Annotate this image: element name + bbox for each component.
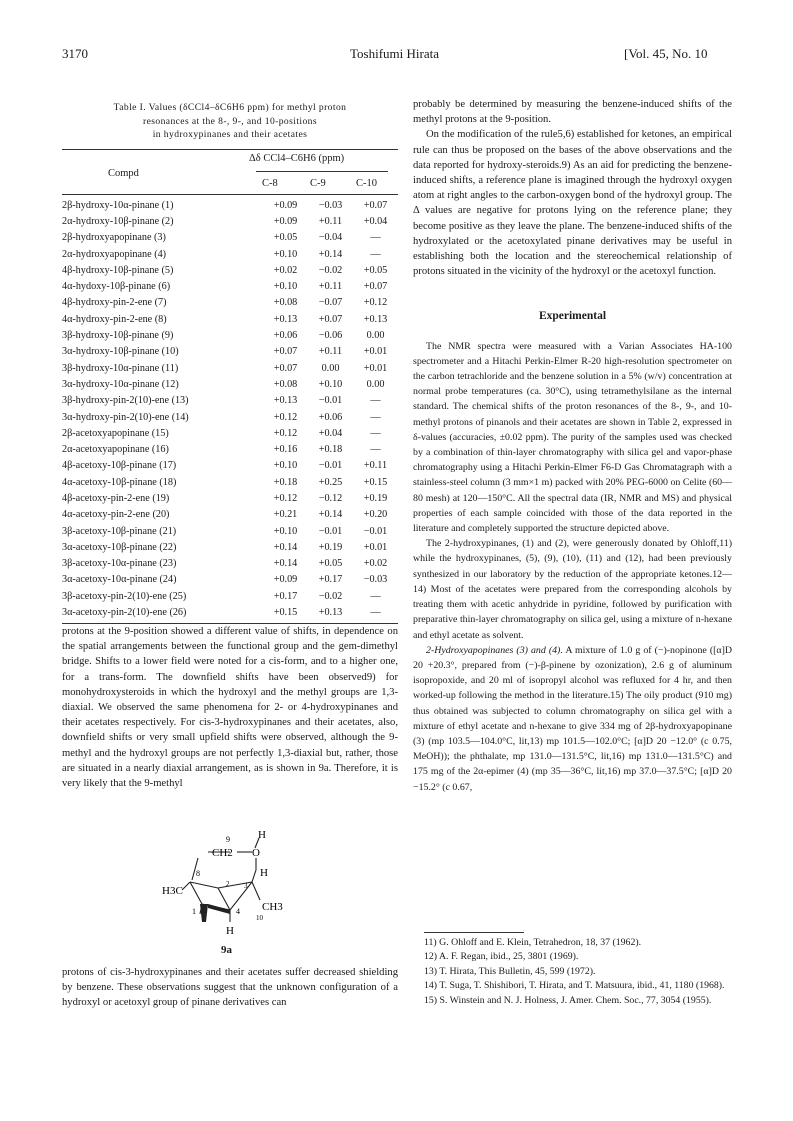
c9-cell: +0.25 bbox=[318, 476, 343, 488]
table-row bbox=[62, 490, 398, 506]
table-row bbox=[62, 393, 398, 409]
table-row bbox=[62, 441, 398, 457]
c8-cell: +0.09 bbox=[273, 215, 298, 227]
table-subheader-rule bbox=[256, 171, 388, 172]
atom-h-bottom: H bbox=[226, 925, 234, 937]
table-row bbox=[62, 572, 398, 588]
section-title: Experimental bbox=[538, 310, 607, 323]
c8-cell: +0.05 bbox=[273, 232, 298, 244]
compound-cell: 2α-acetoxyapopinane (16) bbox=[62, 444, 169, 456]
c8-cell: +0.09 bbox=[273, 574, 298, 586]
c9-cell: +0.10 bbox=[318, 378, 343, 390]
table-row bbox=[62, 425, 398, 441]
c9-cell: +0.14 bbox=[318, 509, 343, 521]
c10-cell: +0.01 bbox=[363, 346, 388, 358]
c9-cell: −0.07 bbox=[318, 297, 343, 309]
c8-cell: +0.12 bbox=[273, 427, 298, 439]
compound-cell: 4β-acetoxy-pin-2-ene (19) bbox=[62, 492, 170, 504]
compound-cell: 3α-acetoxy-10β-pinane (22) bbox=[62, 541, 177, 553]
c10-cell: −0.03 bbox=[363, 574, 388, 586]
footnote: 15) S. Winstein and N. J. Holness, J. Amer. Chem. Soc., 77, 3054 (1955). bbox=[424, 994, 712, 1006]
chemical-structure bbox=[160, 830, 300, 970]
compound-cell: 4β-acetoxy-10β-pinane (17) bbox=[62, 460, 177, 472]
compound-cell: 2α-hydroxyapopinane (4) bbox=[62, 248, 167, 260]
c8-cell: +0.07 bbox=[273, 346, 298, 358]
c10-cell: — bbox=[370, 411, 381, 423]
left-body-text-continued bbox=[62, 965, 398, 1011]
c10-cell: +0.07 bbox=[363, 281, 388, 293]
footnote-rule bbox=[424, 932, 524, 933]
table-row bbox=[62, 278, 398, 294]
paragraph: The 2-hydroxypinanes, (1) and (2), were generously donated by Ohloff,11) while the hydroxypinanes, (5), (9), (10), (11) and (12), had been previously synthesized in our laboratory by the reduction of the appropriate ketones.12—14) Most of the acetates were prepared from the corresponding alcohols by treating them with acetic anhydride in pyridine, followed by purification with preparative thin-layer chromatography on silica gel, using a mixture of n-hexane and ethyl acetate as solvent. bbox=[413, 538, 732, 641]
c8-cell: +0.10 bbox=[273, 248, 298, 260]
table-row bbox=[62, 246, 398, 262]
bond bbox=[252, 882, 260, 900]
c10-cell: +0.05 bbox=[363, 264, 388, 276]
paragraph-body: A mixture of 1.0 g of (−)-nopinone ([α]D 20 +20.3°, prepared from (−)-β-pinene by ozonization), 2.6 g of aluminum isopropoxide, and 20 ml of isopropyl alcohol was refluxed for 4 hr, and then worked-up following the method in the literature.15) The oily product (910 mg) thus obtained was subjected to column chromatography on silica gel with a mixture of ethyl acetate and n-hexane to give 334 mg of 2β-hydroxyapopinane (3) (mp 103.5—104.0°C, lit,13) mp 101.5—102.0°C; [α]D 20 −12.0° (c 0.75, MeOH)); the phthalate, mp 131.0—131.5°C, lit,16) mp 131.0—131.5°C) and 175 mg of the 2α-epimer (4) (mp 35—36°C, lit,16) mp 37.0—37.5°C; [α]D 20 −15.2° (c 0.67, bbox=[413, 644, 732, 793]
c10-cell: +0.07 bbox=[363, 199, 388, 211]
atom-ch2: CH2 bbox=[212, 847, 233, 859]
table-row bbox=[62, 474, 398, 490]
atom-number-3: 3 bbox=[244, 882, 248, 890]
c8-cell: +0.10 bbox=[273, 281, 298, 293]
atom-number-10: 10 bbox=[256, 914, 263, 922]
c10-cell: +0.04 bbox=[363, 215, 388, 227]
c8-cell: +0.15 bbox=[273, 607, 298, 619]
footnote: 13) T. Hirata, This Bulletin, 45, 599 (1972). bbox=[424, 965, 596, 977]
table-row bbox=[62, 213, 398, 229]
c9-cell: −0.03 bbox=[318, 199, 343, 211]
c8-cell: +0.10 bbox=[273, 460, 298, 472]
c8-cell: +0.12 bbox=[273, 411, 298, 423]
table-row bbox=[62, 523, 398, 539]
c10-cell: +0.15 bbox=[363, 476, 388, 488]
table-row bbox=[62, 295, 398, 311]
paragraph-heading: 2-Hydroxyapopinanes (3) and (4). bbox=[426, 644, 563, 656]
table-row bbox=[62, 360, 398, 376]
table-row bbox=[62, 327, 398, 343]
table-row bbox=[62, 458, 398, 474]
compound-cell: 2β-acetoxyapopinane (15) bbox=[62, 427, 169, 439]
c8-cell: +0.17 bbox=[273, 590, 298, 602]
table-col-c9: C-9 bbox=[310, 178, 326, 189]
table-row bbox=[62, 344, 398, 360]
c9-cell: −0.12 bbox=[318, 492, 343, 504]
c9-cell: +0.06 bbox=[318, 411, 343, 423]
c9-cell: +0.04 bbox=[318, 427, 343, 439]
c8-cell: +0.10 bbox=[273, 525, 298, 537]
c9-cell: 0.00 bbox=[321, 362, 340, 374]
compound-cell: 3α-hydroxy-10β-pinane (10) bbox=[62, 346, 179, 358]
compound-cell: 3β-hydroxy-10α-pinane (11) bbox=[62, 362, 179, 374]
footnote: 14) T. Suga, T. Shishibori, T. Hirata, and T. Matsuura, ibid., 41, 1180 (1968). bbox=[424, 980, 725, 992]
c8-cell: +0.16 bbox=[273, 444, 298, 456]
table-row bbox=[62, 539, 398, 555]
paragraph: On the modification of the rule5,6) established for ketones, an empirical rule can thus be proposed on the bases of the above observations and the data reported for hydroxy-steroids.9) As an aid for predicting the benzene-induced shifts, a reference plane is imagined through the hydroxyl oxygen atom at right angles to the carbon-oxygen bond of the hydroxyl group. The Δ values are negative for protons lying on the reference plane; they become positive as they leave the plane. The benzene-induced shifts of the hydroxylated or the acetoxylated pinane derivatives may be useful in establishing both the location and the stereochemical relationship of protons situated in the vicinity of the hydroxyl or the acetoxyl function. bbox=[413, 129, 732, 278]
c9-cell: +0.05 bbox=[318, 558, 343, 570]
c8-cell: +0.07 bbox=[273, 362, 298, 374]
c10-cell: — bbox=[370, 607, 381, 619]
c10-cell: +0.20 bbox=[363, 509, 388, 521]
c8-cell: +0.18 bbox=[273, 476, 298, 488]
c9-cell: −0.01 bbox=[318, 460, 343, 472]
footnotes bbox=[424, 936, 734, 1008]
c8-cell: +0.09 bbox=[273, 199, 298, 211]
c9-cell: +0.14 bbox=[318, 248, 343, 260]
compound-cell: 4β-hydroxy-10β-pinane (5) bbox=[62, 264, 174, 276]
c10-cell: — bbox=[370, 444, 381, 456]
compound-cell: 3β-hydroxy-pin-2(10)-ene (13) bbox=[62, 395, 189, 407]
ring-bond bbox=[190, 882, 252, 910]
footnote: 11) G. Ohloff and E. Klein, Tetrahedron, 18, 37 (1962). bbox=[424, 937, 642, 948]
ring-bond bbox=[218, 888, 230, 910]
table-row bbox=[62, 230, 398, 246]
c8-cell: +0.13 bbox=[273, 395, 298, 407]
c8-cell: +0.14 bbox=[273, 541, 298, 553]
c9-cell: +0.11 bbox=[318, 281, 343, 293]
c10-cell: 0.00 bbox=[366, 330, 385, 342]
compound-cell: 3β-hydroxy-10β-pinane (9) bbox=[62, 330, 174, 342]
compound-cell: 4α-hydroxy-pin-2-ene (8) bbox=[62, 313, 167, 325]
atom-h3c: H3C bbox=[162, 885, 183, 897]
c8-cell: +0.14 bbox=[273, 558, 298, 570]
c9-cell: +0.13 bbox=[318, 607, 343, 619]
c10-cell: −0.01 bbox=[363, 525, 388, 537]
table-caption bbox=[62, 101, 398, 142]
table-header-rule bbox=[62, 194, 398, 195]
atom-number-8: 8 bbox=[196, 869, 200, 878]
c10-cell: +0.01 bbox=[363, 541, 388, 553]
caption-line-3: in hydroxypinanes and their acetates bbox=[152, 129, 308, 140]
c8-cell: +0.13 bbox=[273, 313, 298, 325]
c9-cell: +0.17 bbox=[318, 574, 343, 586]
page-number: 3170 bbox=[62, 46, 88, 61]
wedge-bond bbox=[200, 904, 208, 922]
table-row bbox=[62, 197, 398, 213]
compound-cell: 4α-acetoxy-pin-2-ene (20) bbox=[62, 509, 170, 521]
atom-number-1: 1 bbox=[192, 907, 196, 916]
right-column bbox=[413, 97, 732, 795]
compound-cell: 3β-acetoxy-10α-pinane (23) bbox=[62, 558, 177, 570]
c10-cell: +0.19 bbox=[363, 492, 388, 504]
table-row bbox=[62, 409, 398, 425]
c10-cell: — bbox=[370, 590, 381, 602]
table-col-c8: C-8 bbox=[262, 178, 278, 189]
compound-cell: 2β-hydroxyapopinane (3) bbox=[62, 232, 166, 244]
c9-cell: −0.06 bbox=[318, 330, 343, 342]
atom-oxygen: O bbox=[252, 847, 260, 859]
atom-h-top: H bbox=[258, 830, 266, 841]
left-paragraph: protons of cis-3-hydroxypinanes and their acetates suffer decreased shielding by benzene. These observations suggest that the unknown configuration of a hydroxyl or acetoxyl group of pinane derivatives can bbox=[62, 967, 398, 1009]
compound-cell: 3α-acetoxy-pin-2(10)-ene (26) bbox=[62, 607, 187, 619]
compound-cell: 4β-hydroxy-pin-2-ene (7) bbox=[62, 297, 167, 309]
c10-cell: +0.12 bbox=[363, 297, 388, 309]
c9-cell: −0.01 bbox=[318, 395, 343, 407]
atom-number-2: 2 bbox=[226, 880, 230, 888]
left-paragraph: protons at the 9-position showed a different value of shifts, in dependence on the spatial arrangements between the functional group and the gem-dimethyl bridge. Shifts to a lower field were noted for a cis-form, and to a higher one, for a trans-form. The downfield shifts have been observed9) for monohydroxysteroids in which the hydroxyl and the methyl groups are 1,3-diaxial. We observed the same phenomena for 2- or 4-hydroxypinanes and their acetates respectively. For cis-3-hydroxypinanes and their acetates, also, downfield shifts or very small upfield shifts were observed, although the 9-methyl and the hydroxyl groups are not perfectly 1,3-diaxial but, rather, those are situated in a nearly diaxial arrangement, as is shown in 9a. Therefore, it is very likely that the 9-methyl bbox=[62, 626, 398, 790]
footnote: 12) A. F. Regan, ibid., 25, 3801 (1969). bbox=[424, 951, 579, 963]
journal-volume: [Vol. 45, No. 10 bbox=[624, 46, 708, 61]
c10-cell: — bbox=[370, 232, 381, 244]
c10-cell: — bbox=[370, 248, 381, 260]
c9-cell: +0.07 bbox=[318, 313, 343, 325]
left-body-text bbox=[62, 624, 398, 791]
table-row bbox=[62, 376, 398, 392]
c10-cell: +0.02 bbox=[363, 558, 388, 570]
c8-cell: +0.06 bbox=[273, 330, 298, 342]
c8-cell: +0.12 bbox=[273, 492, 298, 504]
c8-cell: +0.21 bbox=[273, 509, 298, 521]
compound-cell: 3α-hydroxy-pin-2(10)-ene (14) bbox=[62, 411, 189, 423]
c10-cell: +0.01 bbox=[363, 362, 388, 374]
running-author: Toshifumi Hirata bbox=[350, 46, 439, 61]
table-row bbox=[62, 507, 398, 523]
data-table bbox=[62, 197, 398, 621]
caption-line-2: resonances at the 8-, 9-, and 10-positions bbox=[143, 115, 317, 127]
compound-cell: 2α-hydroxy-10β-pinane (2) bbox=[62, 215, 174, 227]
table-row bbox=[62, 262, 398, 278]
table-body bbox=[62, 197, 398, 621]
compound-cell: 3α-hydroxy-10α-pinane (12) bbox=[62, 378, 179, 390]
c9-cell: +0.11 bbox=[318, 346, 343, 358]
atom-number-4: 4 bbox=[236, 907, 240, 916]
table-top-rule bbox=[62, 149, 398, 150]
c10-cell: 0.00 bbox=[366, 378, 385, 390]
table-row bbox=[62, 588, 398, 604]
c10-cell: — bbox=[370, 427, 381, 439]
table-group-header: Δδ CCl4–C6H6 (ppm) bbox=[249, 153, 345, 164]
c8-cell: +0.08 bbox=[273, 378, 298, 390]
c8-cell: +0.08 bbox=[273, 297, 298, 309]
c9-cell: −0.02 bbox=[318, 590, 343, 602]
table-col-c10: C-10 bbox=[356, 178, 377, 189]
caption-line-1: Table I. Values (δCCl4–δC6H6 ppm) for methyl proton bbox=[113, 102, 347, 113]
table-row bbox=[62, 604, 398, 620]
paragraph: The NMR spectra were measured with a Varian Associates HA-100 spectrometer and a Hitachi Perkin-Elmer R-20 high-resolution spectrometer on the carbon tetrachloride and the benzene solution in a 5% (w/v) concentration at normal probe temperatures (ca. 30°C), using tetramethylsilane as the internal standard. The chemical shifts of the proton resonances of the 8-, 9-, and 10-methyl protons of pinanols and their acetates are shown in Table 2, expressed in δ-values (accuracies, ±0.02 ppm). The purity of the samples used was checked by a combination of thin-layer chromatography with silica gel and vapor-phase chromatography using a Hitachi Perkin-Elmer F6-D Gas Chromatagraph with a stainless-steel column (3 mm×1 m) packed with 20% PEG-6000 on Celite (60—80 mesh) at 120—150°C. All the spectral data (IR, NMR and MS) and physical properties of each sample coincided with those of the data reported in the literature and completely supported the structure depicted above. bbox=[413, 340, 732, 535]
compound-cell: 4α-acetoxy-10β-pinane (18) bbox=[62, 476, 177, 488]
paragraph bbox=[413, 643, 732, 795]
c9-cell: +0.11 bbox=[318, 215, 343, 227]
c9-cell: −0.04 bbox=[318, 232, 343, 244]
atom-number-9: 9 bbox=[226, 835, 230, 844]
compound-cell: 2β-hydroxy-10α-pinane (1) bbox=[62, 199, 174, 211]
c10-cell: +0.13 bbox=[363, 313, 388, 325]
c9-cell: +0.19 bbox=[318, 541, 343, 553]
table-col-compd: Compd bbox=[108, 168, 139, 179]
table-row bbox=[62, 311, 398, 327]
compound-cell: 3β-acetoxy-10β-pinane (21) bbox=[62, 525, 177, 537]
atom-ch3: CH3 bbox=[262, 901, 283, 913]
c10-cell: +0.11 bbox=[363, 460, 388, 472]
structure-label: 9a bbox=[221, 944, 232, 956]
c8-cell: +0.02 bbox=[273, 264, 298, 276]
c9-cell: −0.02 bbox=[318, 264, 343, 276]
c10-cell: — bbox=[370, 395, 381, 407]
c9-cell: +0.18 bbox=[318, 444, 343, 456]
compound-cell: 4α-hydoxy-10β-pinane (6) bbox=[62, 281, 171, 293]
atom-h-right: H bbox=[260, 867, 268, 879]
table-row bbox=[62, 556, 398, 572]
bond bbox=[182, 882, 190, 890]
compound-cell: 3β-acetoxy-pin-2(10)-ene (25) bbox=[62, 590, 187, 602]
compound-cell: 3α-acetoxy-10α-pinane (24) bbox=[62, 574, 177, 586]
paragraph: probably be determined by measuring the benzene-induced shifts of the methyl protons at the 9-position. bbox=[413, 99, 732, 126]
c9-cell: −0.01 bbox=[318, 525, 343, 537]
